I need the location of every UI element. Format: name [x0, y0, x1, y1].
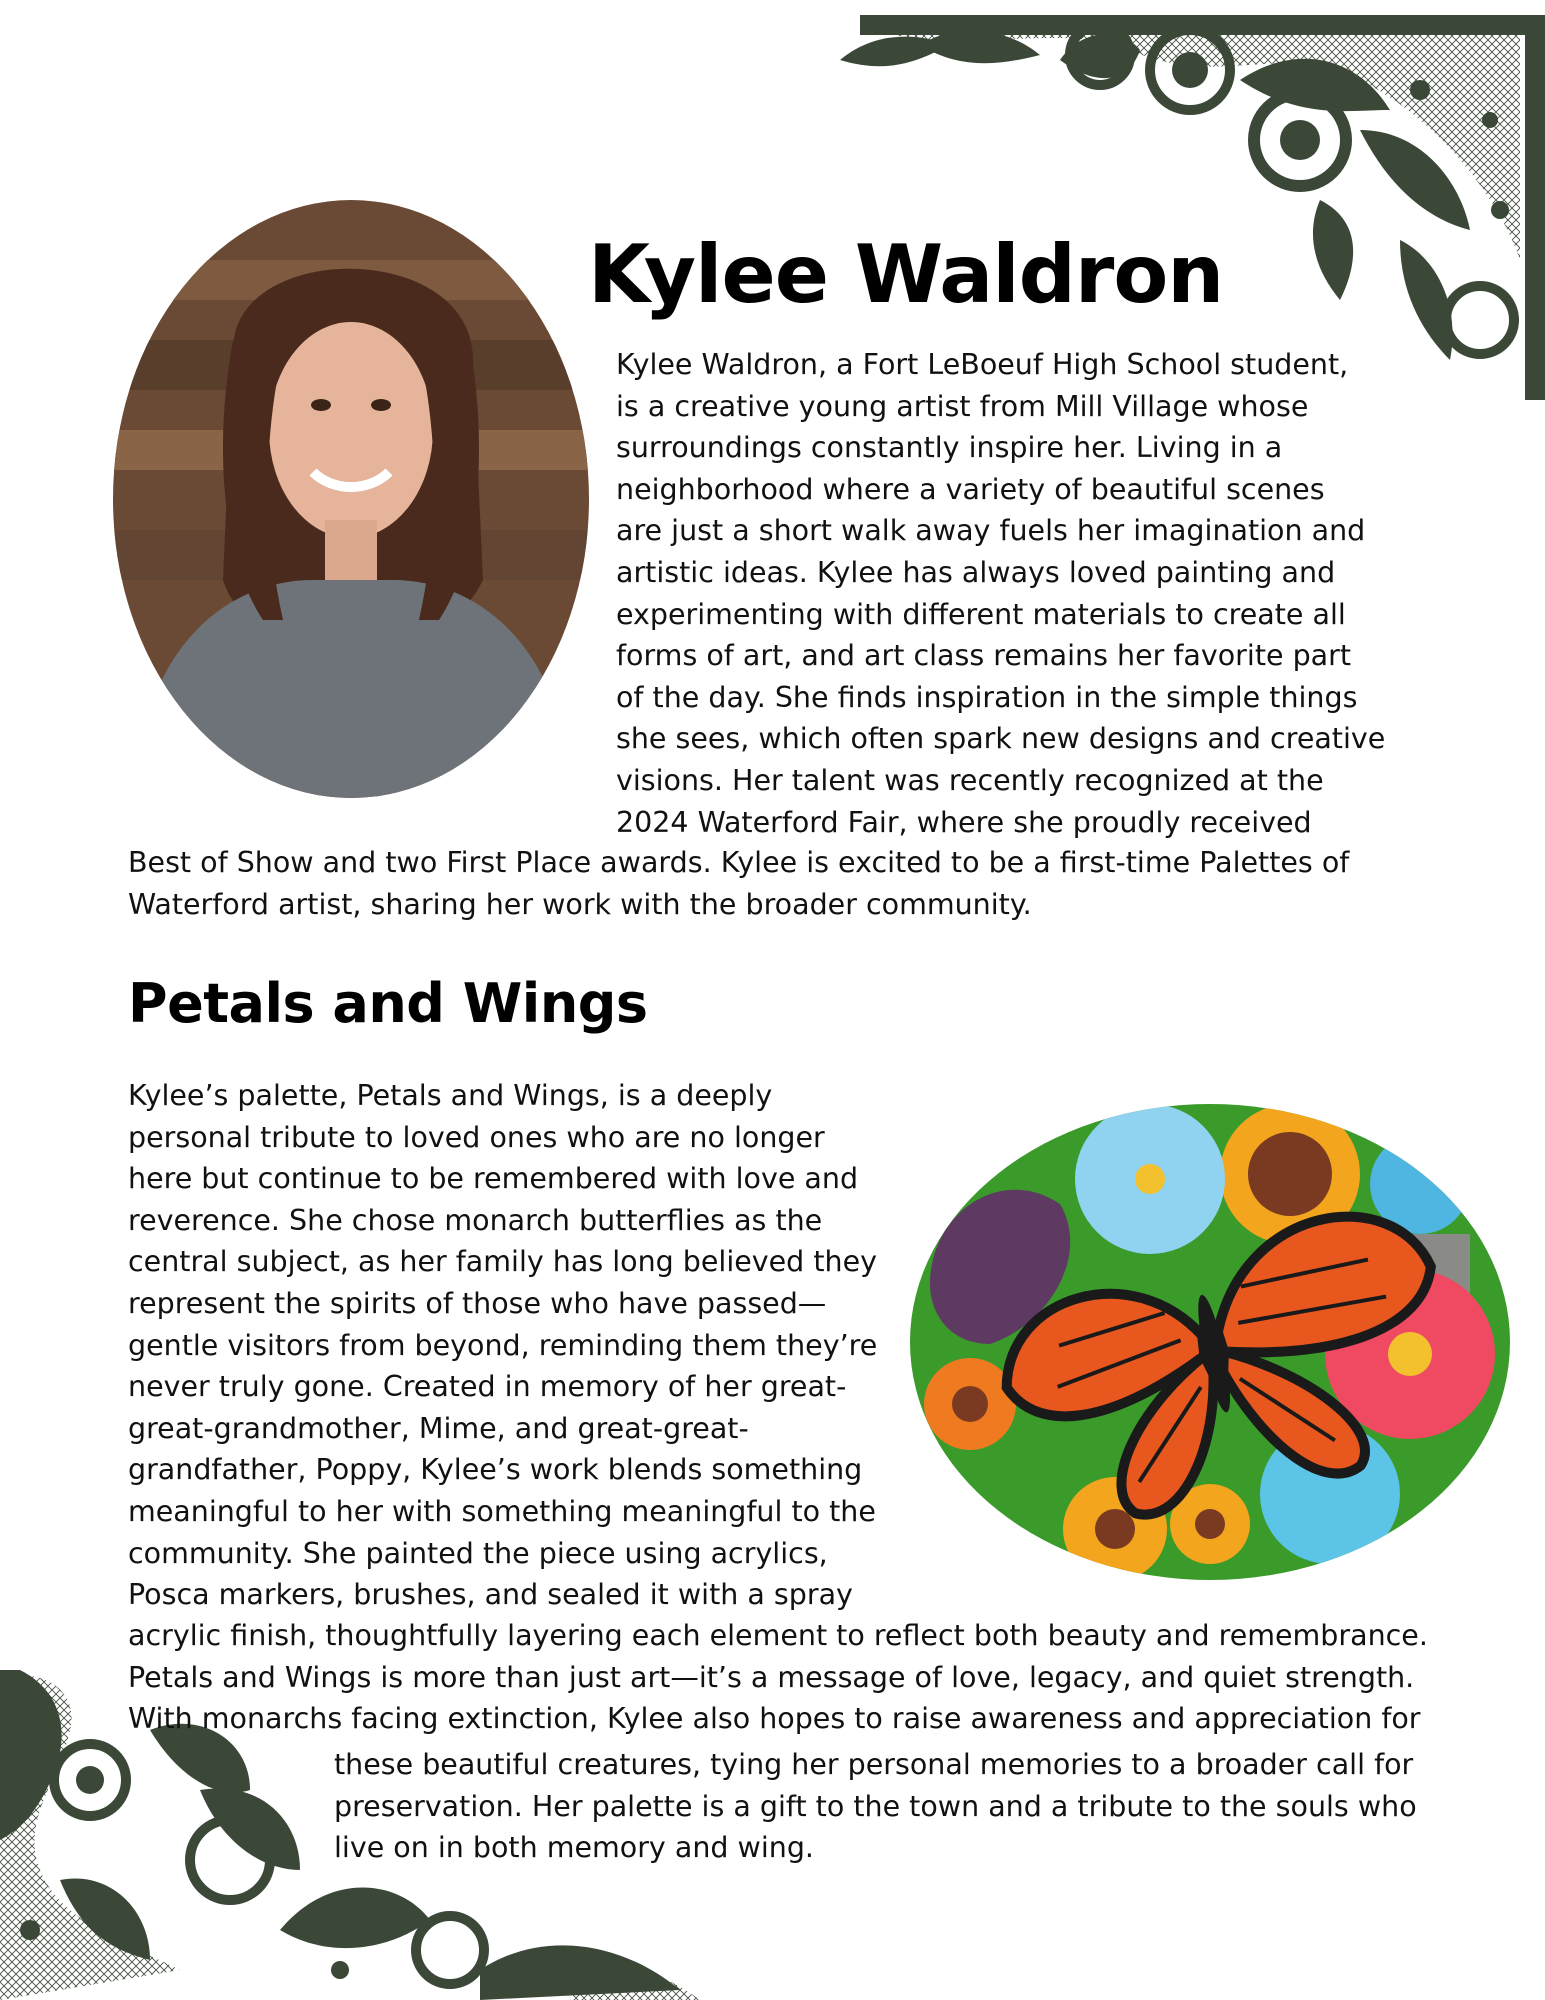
artist-name-heading: Kylee Waldron [588, 228, 1224, 321]
lace-corner-top-decoration [800, 0, 1545, 400]
bio-line: she sees, which often spark new designs and creative [616, 722, 1386, 756]
bio-line: neighborhood where a variety of beautiful scenes [616, 472, 1325, 506]
bio-paragraph [616, 344, 1385, 843]
bio-line: are just a short walk away fuels her imagination and [616, 514, 1366, 548]
artwork-line: community. She painted the piece using acrylics, [128, 1536, 828, 1570]
artwork-line: With monarchs facing extinction, Kylee also hopes to raise awareness and appreciation for [128, 1702, 1421, 1736]
artwork-line: preservation. Her palette is a gift to the town and a tribute to the souls who [334, 1789, 1417, 1823]
artwork-title-heading: Petals and Wings [128, 972, 648, 1035]
artwork-line: great-grandmother, Mime, and great-great- [128, 1411, 749, 1445]
artwork-paragraph [128, 1075, 877, 1616]
artwork-line: live on in both memory and wing. [334, 1831, 814, 1865]
artwork-line: central subject, as her family has long believed they [128, 1245, 877, 1279]
bio-line: 2024 Waterford Fair, where she proudly received [616, 805, 1312, 839]
artwork-paragraph-indented [334, 1744, 1417, 1869]
bio-line: experimenting with different materials to create all [616, 597, 1346, 631]
artwork-line: reverence. She chose monarch butterflies as the [128, 1203, 823, 1237]
artwork-line: acrylic finish, thoughtfully layering each element to reflect both beauty and remembrance. [128, 1619, 1428, 1652]
bio-line: is a creative young artist from Mill Village whose [616, 389, 1309, 423]
artwork-line: gentle visitors from beyond, reminding them they’re [128, 1328, 878, 1362]
artwork-line: grandfather, Poppy, Kylee’s work blends something [128, 1453, 863, 1487]
artwork-line: represent the spirits of those who have passed— [128, 1286, 827, 1320]
artwork-line: Petals and Wings is more than just art—it’s a message of love, legacy, and quiet strength. [128, 1660, 1415, 1694]
bio-paragraph-continued [128, 842, 1349, 925]
bio-line: surroundings constantly inspire her. Living in a [616, 431, 1283, 465]
palette-painting-photo [910, 1104, 1510, 1580]
artwork-line: here but continue to be remembered with love and [128, 1162, 859, 1196]
artwork-line: Kylee’s palette, Petals and Wings, is a deeply [128, 1079, 773, 1112]
artwork-paragraph-continued [128, 1615, 1428, 1740]
bio-line: of the day. She finds inspiration in the simple things [616, 680, 1358, 714]
artwork-line: personal tribute to loved ones who are no longer [128, 1120, 825, 1154]
artist-portrait-photo [113, 200, 589, 798]
bio-line: Best of Show and two First Place awards. Kylee is excited to be a first-time Palettes of [128, 846, 1350, 879]
bio-line: artistic ideas. Kylee has always loved painting and [616, 555, 1336, 589]
artwork-line: these beautiful creatures, tying her personal memories to a broader call for [334, 1748, 1414, 1781]
artwork-line: Posca markers, brushes, and sealed it with a spray [128, 1578, 853, 1612]
bio-line: visions. Her talent was recently recognized at the [616, 763, 1324, 797]
bio-line: Waterford artist, sharing her work with the broader community. [128, 887, 1032, 921]
bio-line: forms of art, and art class remains her favorite part [616, 639, 1352, 673]
bio-line: Kylee Waldron, a Fort LeBoeuf High School student, [616, 348, 1349, 381]
artwork-line: meaningful to her with something meaningful to the [128, 1494, 876, 1528]
artwork-line: never truly gone. Created in memory of her great- [128, 1370, 847, 1404]
